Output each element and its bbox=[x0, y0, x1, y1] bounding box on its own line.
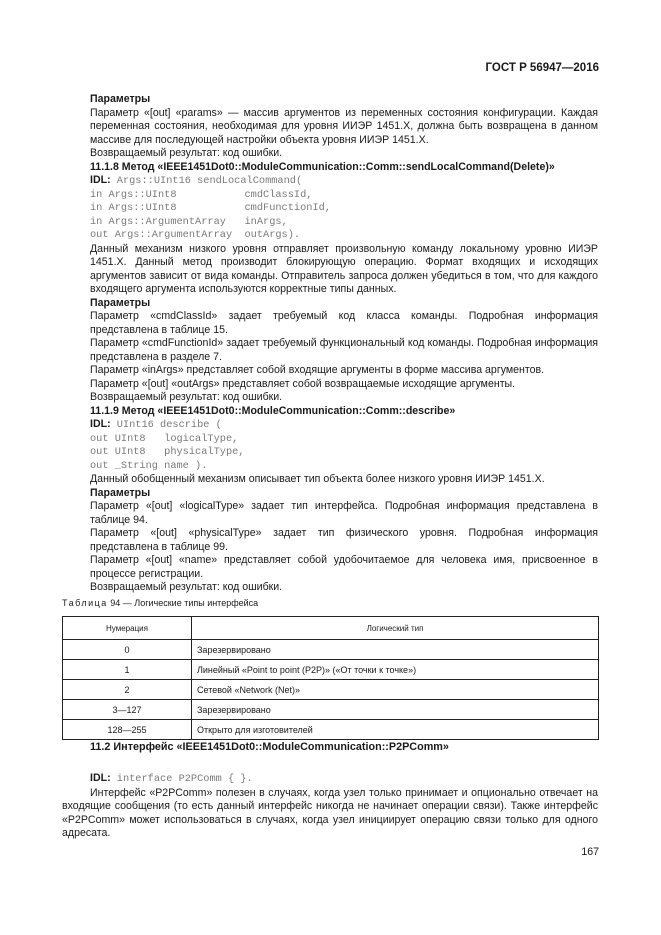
table-caption-word: Таблица bbox=[62, 598, 108, 608]
idl-label: IDL: bbox=[90, 418, 111, 430]
cell-type: Зарезервировано bbox=[192, 700, 599, 720]
param-cmdfunctionid: Параметр «cmdFunctionId» задает требуемый функциональный код команды. Подробная информация представлена в разделе 7. bbox=[90, 337, 598, 363]
table-row bbox=[63, 700, 599, 720]
idl-line: out _String name ). bbox=[90, 459, 208, 472]
idl-line: out UInt8 logicalType, bbox=[90, 432, 239, 445]
idl-line: in Args::ArgumentArray inArgs, bbox=[90, 215, 288, 228]
cell-number: 0 bbox=[63, 640, 192, 660]
cell-number: 3—127 bbox=[63, 700, 192, 720]
header-numbering: Нумерация bbox=[63, 617, 192, 640]
idl-line: Args::UInt16 sendLocalCommand( bbox=[110, 175, 303, 187]
idl-block-3 bbox=[62, 772, 598, 787]
idl-label: IDL: bbox=[90, 174, 111, 186]
return-line: Возвращаемый результат: код ошибки. bbox=[90, 147, 283, 159]
params-heading: Параметры bbox=[90, 296, 151, 309]
idl-label: IDL: bbox=[90, 772, 111, 784]
table-caption bbox=[62, 598, 258, 608]
cell-number: 128—255 bbox=[63, 720, 192, 740]
page-number: 167 bbox=[581, 846, 599, 858]
p2pcomm-paragraph: Интерфейс «P2PComm» полезен в случаях, когда узел только принимает и опционально отвечает на входящие сообщения (то есть данный интерфейс никогда не начинает операции связи). Также интерфейс «P2PComm» может использоваться в случаях, когда узел инициирует операцию связи только для одного адресата. bbox=[62, 786, 598, 839]
idl-block-2 bbox=[90, 418, 598, 473]
return-line: Возвращаемый результат: код ошибки. bbox=[90, 581, 283, 593]
description-paragraph: Данный механизм низкого уровня отправляет произвольную команду локальному уровню ИИЭР 1451.X. Данный метод производит блокирующую операцию. Формат входящих и исходящих аргументов зависит от вида команды. Отправитель запроса должен убедиться в том, что для каждого входящего аргумента используются корректные типы данных. bbox=[90, 242, 598, 295]
idl-line: out Args::ArgumentArray outArgs). bbox=[90, 229, 301, 241]
cell-number: 1 bbox=[63, 660, 192, 680]
param-inargs: Параметр «inArgs» представляет собой входящие аргументы в форме массива аргументов. bbox=[90, 364, 545, 376]
idl-block-1 bbox=[90, 174, 598, 243]
section-11-1-8-heading: 11.1.8 Метод «IEEE1451Dot0::ModuleCommunication::Comm::sendLocalCommand(Delete)» bbox=[90, 160, 555, 173]
section-11-2-heading: 11.2 Интерфейс «IEEE1451Dot0::ModuleCommunication::P2PComm» bbox=[90, 741, 449, 753]
table-row bbox=[63, 660, 599, 680]
standard-header: ГОСТ Р 56947—2016 bbox=[485, 62, 599, 74]
idl-line: in Args::UInt8 cmdFunctionId, bbox=[90, 202, 331, 214]
description-paragraph: Данный обобщенный механизм описывает тип объекта более низкого уровня ИИЭР 1451.X. bbox=[90, 473, 545, 485]
logical-types-table bbox=[62, 616, 599, 740]
cell-type: Линейный «Point to point (P2P)» («От точки к точке») bbox=[192, 660, 599, 680]
cell-type: Открыто для изготовителей bbox=[192, 720, 599, 740]
params-paragraph: Параметр «[out] «params» — массив аргументов из переменных состояния конфигурации. Каждая переменная состояния, необходимая для уровня ИИЭР 1451.X, должна быть возвращена в данном массиве для последующей настройки объекта уровня ИИЭР 1451.X. bbox=[90, 106, 598, 146]
param-cmdclassid: Параметр «cmdClassId» задает требуемый код класса команды. Подробная информация представлена в таблице 15. bbox=[90, 310, 598, 336]
header-logical-type: Логический тип bbox=[192, 617, 599, 640]
return-line: Возвращаемый результат: код ошибки. bbox=[90, 391, 283, 403]
param-logicaltype: Параметр «[out] «logicalType» задает тип интерфейса. Подробная информация представлена в таблице 94. bbox=[90, 500, 598, 526]
table-header-row bbox=[63, 617, 599, 640]
idl-line: out UInt8 physicalType, bbox=[90, 446, 245, 458]
cell-type: Зарезервировано bbox=[192, 640, 599, 660]
text-block-11-2 bbox=[62, 772, 598, 841]
param-name: Параметр «[out] «name» представляет собой удобочитаемое для человека имя, присвоенное в процессе регистрации. bbox=[90, 554, 598, 580]
text-block-11-1 bbox=[90, 93, 598, 595]
table-caption-text: 94 — Логические типы интерфейса bbox=[107, 598, 259, 608]
params-heading: Параметры bbox=[90, 93, 151, 105]
idl-line: UInt16 describe ( bbox=[110, 419, 222, 431]
params-heading: Параметры bbox=[90, 486, 151, 499]
param-physicaltype: Параметр «[out] «physicalType» задает тип физического уровня. Подробная информация представлена в таблице 99. bbox=[90, 527, 598, 553]
idl-line: in Args::UInt8 cmdClassId, bbox=[90, 188, 313, 201]
section-11-1-9-heading: 11.1.9 Метод «IEEE1451Dot0::ModuleCommunication::Comm::describe» bbox=[90, 404, 456, 417]
table-row bbox=[63, 720, 599, 740]
cell-number: 2 bbox=[63, 680, 192, 700]
table-row bbox=[63, 640, 599, 660]
table-row bbox=[63, 680, 599, 700]
cell-type: Сетевой «Network (Net)» bbox=[192, 680, 599, 700]
idl-line: interface P2PComm { }. bbox=[110, 773, 253, 785]
param-outargs: Параметр «[out] «outArgs» представляет собой возвращаемые исходящие аргументы. bbox=[90, 377, 516, 390]
